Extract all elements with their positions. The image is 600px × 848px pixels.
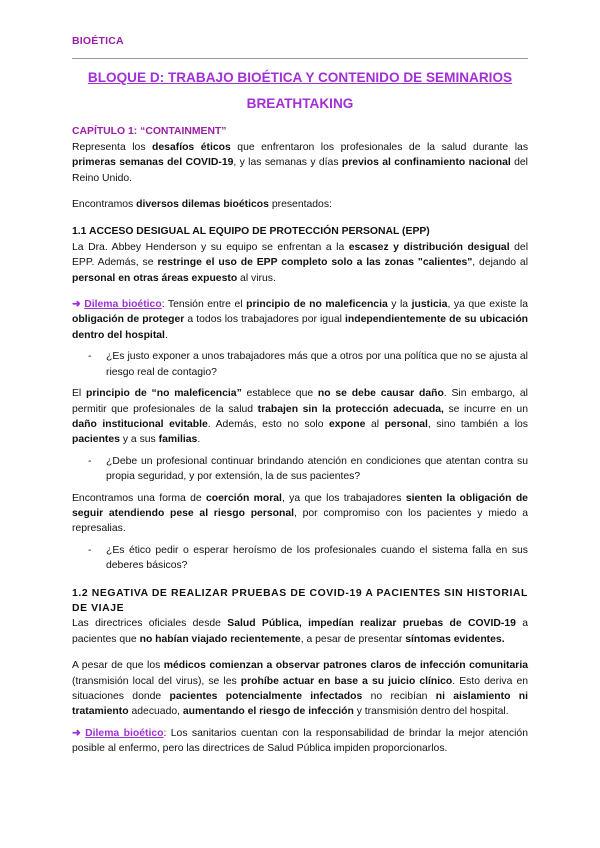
arrow-right-icon: ➜ — [72, 727, 81, 739]
header-divider — [72, 58, 528, 59]
section-heading-1-1: 1.1 ACCESO DESIGUAL AL EQUIPO DE PROTECCIÓN PERSONAL (EPP) — [72, 226, 430, 238]
list-item: - ¿Es justo exponer a unos trabajadores más que a otros por una política que no se ajusta al riesgo real de contagio? — [88, 351, 528, 378]
question-list-2 — [72, 454, 528, 485]
running-header: BIOÉTICA — [72, 35, 124, 47]
chapter-heading: CAPÍTULO 1: “CONTAINMENT” — [72, 126, 227, 138]
intro-paragraph: Representa los desafíos éticos que enfrentaron los profesionales de la salud durante las primeras semanas del COVID-19, y las semanas y días previos al confinamiento nacional del Reino Unido. — [72, 141, 529, 184]
question-list-3 — [72, 543, 528, 574]
dash-bullet: - — [88, 544, 92, 556]
list-item: - ¿Debe un profesional continuar brindando atención en condiciones que atentan contra su propia seguridad, y por extensión, la de sus pacientes? — [88, 455, 528, 483]
section2-paragraph-1: Las directrices oficiales desde Salud Pública, impedían realizar pruebas de COVID-19 a pacientes que no habían viajado recientemente, a pesar de presentar síntomas evidentes. — [72, 618, 529, 645]
section1-paragraph-1: La Dra. Abbey Henderson y su equipo se enfrentan a la escasez y distribución desigual del EPP. Además, se restringe el uso de EPP completo solo a las zonas "calientes", dejando al personal en otras áreas expuesto al virus. — [72, 241, 529, 284]
section2-paragraph-2: A pesar de que los médicos comienzan a observar patrones claros de infección comunitaria (transmisión local del virus), se les prohíbe actuar en base a su juicio clínico. Esto deriva en situaciones donde pacientes potencialmente infectados no recibían ni aislamiento ni tratamiento adecuado, aumentando el riesgo de infección y transmisión dentro del hospital. — [72, 660, 528, 718]
section1-paragraph-3: Encontramos una forma de coerción moral, ya que los trabajadores sienten la obligación de seguir atendiendo pese al riesgo personal, por compromiso con los pacientes y miedo a represalias. — [72, 492, 529, 535]
document-subtitle: BREATHTAKING — [246, 96, 354, 112]
section1-paragraph-2: El principio de “no maleficencia” establece que no se debe causar daño. Sin embargo, al permitir que profesionales de la salud trabajen sin la protección adecuada, se incurre en un daño institucional evitable. Además, esto no solo expone al personal, sino también a los pacientes y a sus familias. — [72, 388, 528, 446]
document-title: BLOQUE D: TRABAJO BIOÉTICA Y CONTENIDO DE SEMINARIOS — [87, 70, 513, 86]
question-list-1 — [72, 349, 528, 380]
dilema-label: Dilema bioético — [84, 299, 162, 311]
dash-bullet: - — [88, 351, 92, 363]
section2-dilema-paragraph: ➜ Dilema bioético: Los sanitarios cuentan con la responsabilidad de brindar la mejor atención posible al enfermo, pero las directrices de Salud Pública impiden proporcionarlos. — [72, 727, 528, 755]
list-item: - ¿Es ético pedir o esperar heroísmo de los profesionales cuando el sistema falla en sus deberes básicos? — [88, 544, 528, 572]
arrow-right-icon: ➜ — [72, 299, 81, 311]
section-heading-1-2: 1.2 NEGATIVA DE REALIZAR PRUEBAS DE COVID-19 A PACIENTES SIN HISTORIAL DE VIAJE — [72, 587, 528, 614]
dash-bullet: - — [88, 455, 92, 467]
section1-dilema-paragraph: ➜ Dilema bioético: Tensión entre el principio de no maleficencia y la justicia, ya que existe la obligación de proteger a todos los trabajadores por igual independientemente de su ubicación dentro del hospital. — [72, 299, 529, 341]
dilema-label: Dilema bioético — [85, 727, 164, 739]
dilemas-intro-paragraph: Encontramos diversos dilemas bioéticos presentados: — [72, 199, 332, 211]
